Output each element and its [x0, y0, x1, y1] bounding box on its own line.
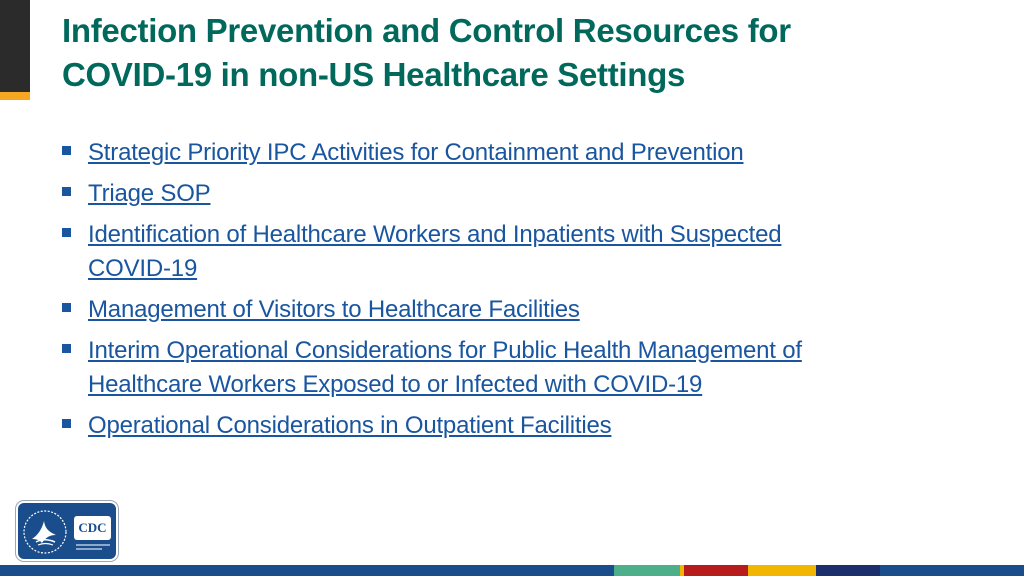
slide-title — [62, 9, 962, 97]
corner-accent-dark — [0, 0, 30, 92]
bar-segment — [614, 565, 680, 576]
link-strategic-priority-ipc[interactable]: Strategic Priority IPC Activities for Containment and Prevention — [88, 139, 744, 166]
list-item — [62, 293, 942, 327]
list-item — [62, 218, 942, 286]
cdc-logo — [18, 503, 116, 559]
bar-segment — [0, 565, 614, 576]
bar-segment — [816, 565, 880, 576]
square-bullet-icon — [62, 344, 71, 353]
square-bullet-icon — [62, 419, 71, 428]
hhs-eagle-icon — [22, 509, 68, 555]
link-interim-operational-considerations[interactable]: Interim Operational Considerations for Public Health Management of Healthcare Workers Exposed to or Infected with COVID-19 — [88, 337, 802, 398]
list-item — [62, 136, 942, 170]
square-bullet-icon — [62, 228, 71, 237]
square-bullet-icon — [62, 146, 71, 155]
square-bullet-icon — [62, 303, 71, 312]
list-item — [62, 409, 942, 443]
resource-link-list — [62, 136, 942, 450]
link-identification-hcw-inpatients[interactable]: Identification of Healthcare Workers and Inpatients with Suspected COVID-19 — [88, 221, 782, 282]
logo-tagline-line — [76, 548, 102, 550]
link-outpatient-facilities[interactable]: Operational Considerations in Outpatient Facilities — [88, 412, 612, 439]
corner-accent-orange — [0, 92, 30, 100]
bottom-color-bar — [0, 565, 1024, 576]
title-line-1: Infection Prevention and Control Resources for — [62, 12, 791, 49]
title-line-2: COVID-19 in non-US Healthcare Settings — [62, 56, 686, 93]
bar-segment — [684, 565, 748, 576]
list-item — [62, 334, 942, 402]
logo-tagline-line — [76, 544, 110, 546]
square-bullet-icon — [62, 187, 71, 196]
list-item — [62, 177, 942, 211]
link-management-of-visitors[interactable]: Management of Visitors to Healthcare Facilities — [88, 296, 580, 323]
bar-segment — [880, 565, 1024, 576]
bar-segment — [748, 565, 816, 576]
link-triage-sop[interactable]: Triage SOP — [88, 180, 211, 207]
cdc-wordmark — [74, 516, 111, 540]
cdc-wordmark-text: CDC — [78, 520, 107, 535]
